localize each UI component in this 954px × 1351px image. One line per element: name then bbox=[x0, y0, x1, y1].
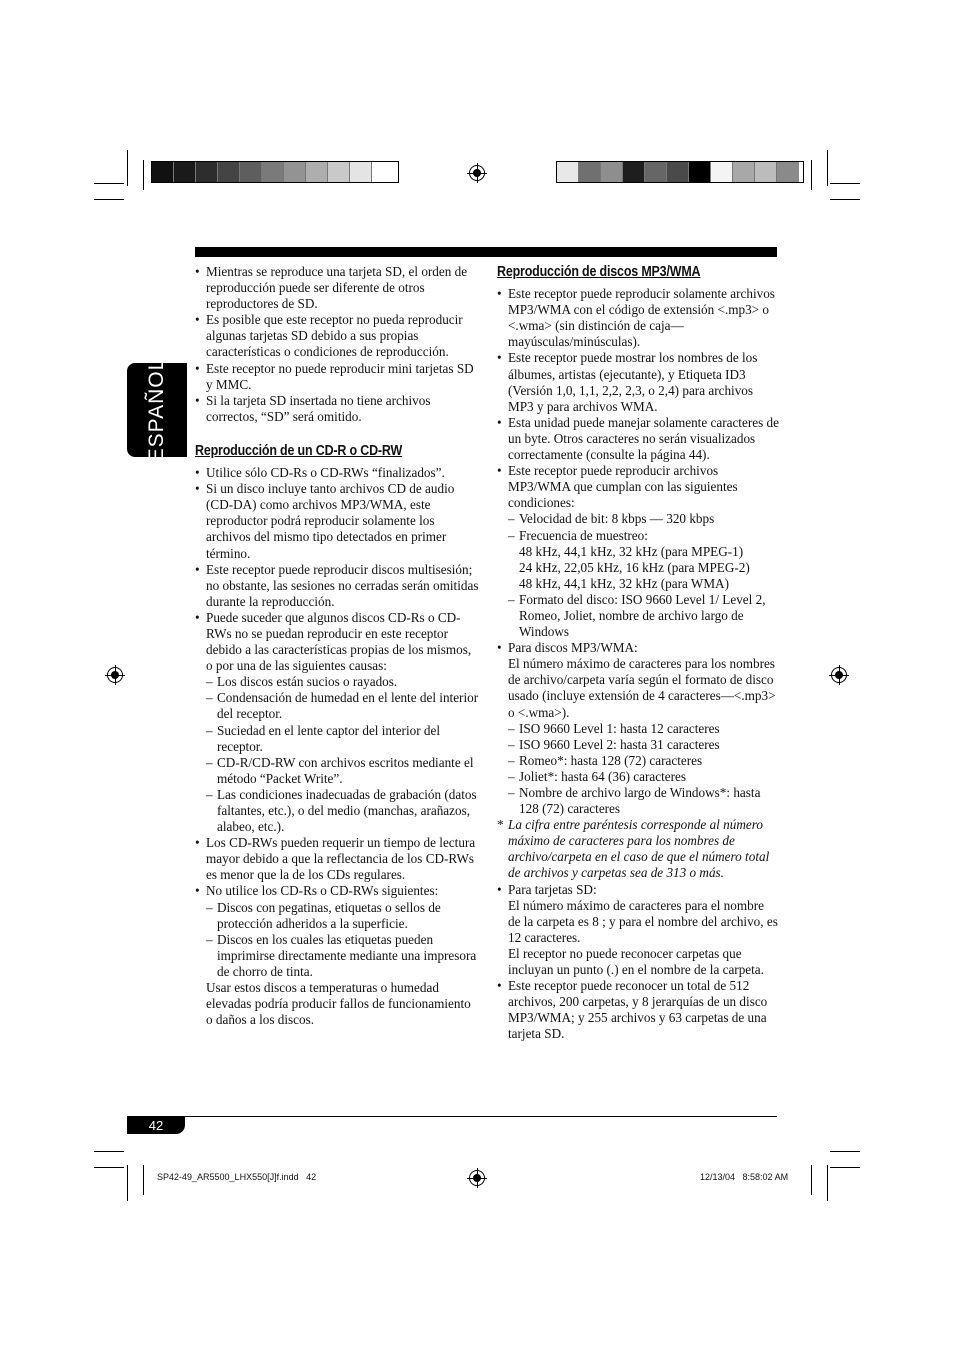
list-subitem: – ISO 9660 Level 2: hasta 31 caracteres bbox=[508, 737, 779, 753]
color-swatch bbox=[218, 162, 240, 182]
color-swatch bbox=[777, 162, 799, 182]
list-item: • Si la tarjeta SD insertada no tiene archivos correctos, “SD” será omitido. bbox=[195, 393, 480, 425]
page-number: 42 bbox=[127, 1117, 185, 1134]
left-column bbox=[195, 264, 480, 1028]
list-item: • Este receptor no puede reproducir mini tarjetas SD y MMC. bbox=[195, 361, 480, 393]
list-item: • Es posible que este receptor no pueda reproducir algunas tarjetas SD debido a sus propias características o condiciones de reproducción. bbox=[195, 312, 480, 360]
section-heading-cd: Reproducción de un CD-R o CD-RW bbox=[195, 442, 403, 459]
language-tab bbox=[127, 357, 187, 463]
color-swatch bbox=[306, 162, 328, 182]
crop-mark bbox=[94, 199, 124, 200]
color-swatch bbox=[755, 162, 777, 182]
frequency-line: 48 kHz, 44,1 kHz, 32 kHz (para WMA) bbox=[519, 575, 729, 591]
right-column bbox=[497, 264, 779, 1043]
color-swatch bbox=[240, 162, 262, 182]
crop-mark bbox=[94, 1167, 124, 1168]
list-item: • Este receptor puede mostrar los nombres de los álbumes, artistas (ejecutante), y Etiqueta ID3 (Versión 1,0, 1,1, 2,2, 2,3, o 2,4) para archivos MP3 y para archivos WMA. bbox=[497, 350, 779, 414]
header-bar bbox=[195, 247, 777, 257]
paragraph: Usar estos discos a temperaturas o humedad elevadas podría producir fallos de funcionamiento o daños a los discos. bbox=[206, 980, 471, 1028]
list-item: • Mientras se reproduce una tarjeta SD, el orden de reproducción puede ser diferente de otros reproductores de SD. bbox=[195, 264, 480, 312]
list-subitem: – Frecuencia de muestreo: bbox=[508, 528, 779, 544]
list-item: • Si un disco incluye tanto archivos CD de audio (CD-DA) como archivos MP3/WMA, este reproductor podrá reproducir solamente los archivos del mismo tipo detectados en primer término. bbox=[195, 481, 480, 561]
color-swatch bbox=[152, 162, 174, 182]
list-subitem: – Velocidad de bit: 8 kbps — 320 kbps bbox=[508, 511, 779, 527]
color-swatch bbox=[196, 162, 218, 182]
color-swatch bbox=[372, 162, 394, 182]
list-item: • Esta unidad puede manejar solamente caracteres de un byte. Otros caracteres no serán visualizados correctamente (consulte la página 44). bbox=[497, 415, 779, 463]
registration-mark-icon bbox=[469, 1170, 485, 1186]
crop-mark bbox=[143, 160, 144, 190]
frequency-line: 48 kHz, 44,1 kHz, 32 kHz (para MPEG-1) bbox=[519, 543, 744, 559]
frequency-line: 24 kHz, 22,05 kHz, 16 kHz (para MPEG-2) bbox=[519, 559, 750, 575]
color-swatch bbox=[579, 162, 601, 182]
paragraph: El número máximo de caracteres para los nombres de archivo/carpeta varía según el formato de disco usado (incluye extensión de 4 caracteres—<.mp3> o <.wma>). bbox=[508, 656, 776, 720]
crop-mark bbox=[827, 1165, 828, 1201]
list-item: • No utilice los CD-Rs o CD-RWs siguientes: bbox=[195, 883, 480, 899]
color-swatch bbox=[262, 162, 284, 182]
crop-mark bbox=[830, 183, 860, 184]
list-subitem: – Discos con pegatinas, etiquetas o sellos de protección adheridos a la superficie. bbox=[206, 900, 480, 932]
crop-mark bbox=[830, 1167, 860, 1168]
crop-mark bbox=[830, 1151, 860, 1152]
paragraph: El número máximo de caracteres para el nombre de la carpeta es 8 ; y para el nombre del archivo, es 12 caracteres. bbox=[508, 897, 778, 945]
crop-mark bbox=[811, 1165, 812, 1195]
language-label: ESPAÑOL bbox=[145, 357, 168, 463]
list-item: • Utilice sólo CD-Rs o CD-RWs “finalizados”. bbox=[195, 465, 480, 481]
file-slug: SP42-49_AR5500_LHX550[J]f.indd 42 bbox=[157, 1172, 317, 1182]
list-item: • Para tarjetas SD: bbox=[497, 882, 779, 898]
color-swatch-bar-right bbox=[556, 161, 804, 183]
crop-mark bbox=[127, 1165, 128, 1201]
color-swatch bbox=[284, 162, 306, 182]
paragraph: El receptor no puede reconocer carpetas que incluyan un punto (.) en el nombre de la carpeta. bbox=[508, 945, 764, 978]
color-swatch-bar-left bbox=[151, 161, 399, 183]
section-heading-mp3: Reproducción de discos MP3/WMA bbox=[497, 264, 701, 280]
crop-mark bbox=[143, 1165, 144, 1195]
crop-mark bbox=[830, 199, 860, 200]
list-subitem: – Romeo*: hasta 128 (72) caracteres bbox=[508, 753, 779, 769]
list-subitem: – Los discos están sucios o rayados. bbox=[206, 674, 480, 690]
list-item: • Este receptor puede reproducir archivos MP3/WMA que cumplan con las siguientes condiciones: bbox=[497, 463, 779, 511]
color-swatch bbox=[623, 162, 645, 182]
color-swatch bbox=[689, 162, 711, 182]
color-swatch bbox=[733, 162, 755, 182]
list-subitem: – Nombre de archivo largo de Windows*: hasta 128 (72) caracteres bbox=[508, 785, 779, 817]
list-subitem: – Formato del disco: ISO 9660 Level 1/ Level 2, Romeo, Joliet, nombre de archivo largo de Windows bbox=[508, 592, 779, 640]
color-swatch bbox=[557, 162, 579, 182]
crop-mark bbox=[94, 1151, 124, 1152]
list-item: • Este receptor puede reconocer un total de 512 archivos, 200 carpetas, y 8 jerarquías de un disco MP3/WMA; y 255 archivos y 63 carpetas de una tarjeta SD. bbox=[497, 978, 779, 1042]
crop-mark bbox=[94, 183, 124, 184]
registration-mark-icon bbox=[469, 165, 485, 181]
registration-mark-icon bbox=[107, 667, 123, 683]
footnote: * La cifra entre paréntesis corresponde al número máximo de caracteres para los nombres de archivo/carpeta en el caso de que el número total de archivos y carpetas sea de 313 o más. bbox=[497, 817, 779, 881]
list-subitem: – Suciedad en el lente captor del interior del receptor. bbox=[206, 723, 480, 755]
registration-mark-icon bbox=[831, 667, 847, 683]
list-subitem: – CD-R/CD-RW con archivos escritos mediante el método “Packet Write”. bbox=[206, 755, 480, 787]
crop-mark bbox=[127, 150, 128, 186]
list-item: • Este receptor puede reproducir discos multisesión; no obstante, las sesiones no cerradas serán omitidas durante la reproducción. bbox=[195, 562, 480, 610]
list-item: • Puede suceder que algunos discos CD-Rs o CD-RWs no se puedan reproducir en este receptor debido a las características propias de los mismos, o por una de las siguientes causas: bbox=[195, 610, 480, 674]
list-item: • Los CD-RWs pueden requerir un tiempo de lectura mayor debido a que la reflectancia de los CD-RWs es menor que la de los CDs regulares. bbox=[195, 835, 480, 883]
list-subitem: – Joliet*: hasta 64 (36) caracteres bbox=[508, 769, 779, 785]
color-swatch bbox=[350, 162, 372, 182]
list-subitem: – Condensación de humedad en el lente del interior del receptor. bbox=[206, 690, 480, 722]
crop-mark bbox=[827, 150, 828, 186]
color-swatch bbox=[711, 162, 733, 182]
footer-rule bbox=[127, 1116, 777, 1117]
color-swatch bbox=[601, 162, 623, 182]
color-swatch bbox=[667, 162, 689, 182]
color-swatch bbox=[174, 162, 196, 182]
list-subitem: – Las condiciones inadecuadas de grabación (datos faltantes, etc.), o del medio (manchas, arañazos, alabeo, etc.). bbox=[206, 787, 480, 835]
color-swatch bbox=[645, 162, 667, 182]
list-item: • Para discos MP3/WMA: bbox=[497, 640, 779, 656]
timestamp-slug: 12/13/04 8:58:02 AM bbox=[700, 1172, 789, 1182]
list-subitem: – Discos en los cuales las etiquetas pueden imprimirse directamente mediante una impresora de chorro de tinta. bbox=[206, 932, 480, 980]
list-subitem: – ISO 9660 Level 1: hasta 12 caracteres bbox=[508, 721, 779, 737]
color-swatch bbox=[328, 162, 350, 182]
list-item: • Este receptor puede reproducir solamente archivos MP3/WMA con el código de extensión <.mp3> o <.wma> (sin distinción de caja—mayúsculas/minúsculas). bbox=[497, 286, 779, 350]
crop-mark bbox=[811, 160, 812, 190]
